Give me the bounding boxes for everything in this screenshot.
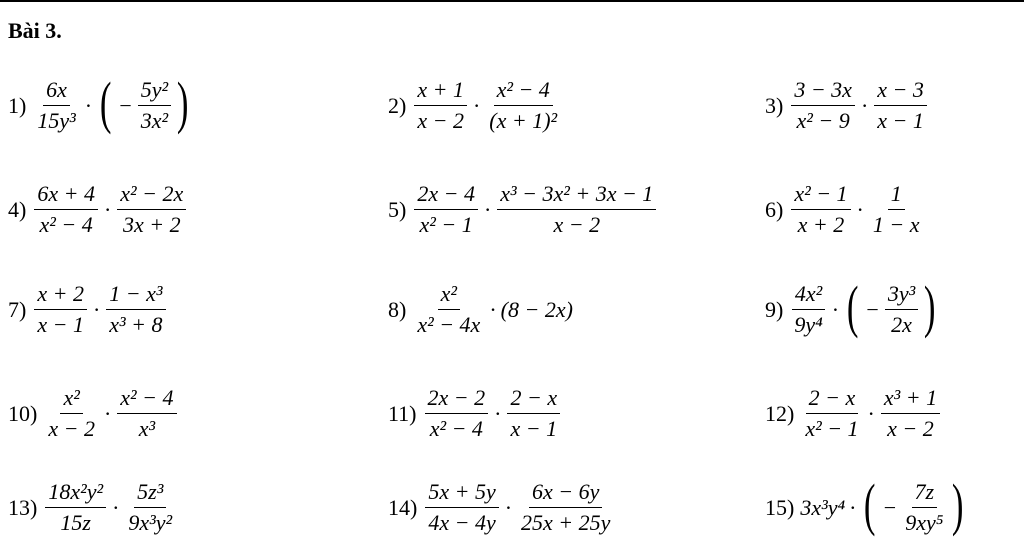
numerator: 5y² xyxy=(138,78,171,106)
left-paren: ( xyxy=(864,471,876,537)
fraction xyxy=(486,78,560,133)
numerator: x² − 4 xyxy=(494,78,553,106)
fraction xyxy=(117,182,186,237)
problem-14 xyxy=(388,480,615,535)
numerator: 3 − 3x xyxy=(791,78,855,106)
right-paren: ) xyxy=(952,471,964,537)
problem-12 xyxy=(765,386,942,441)
denominator: x³ + 8 xyxy=(109,312,163,338)
minus-sign: − xyxy=(883,494,897,520)
dot-operator: · xyxy=(84,92,93,118)
denominator: 3x + 2 xyxy=(122,212,181,238)
fraction xyxy=(902,480,946,535)
fraction xyxy=(125,480,175,535)
problem-1 xyxy=(8,69,192,135)
denominator: x² − 1 xyxy=(805,416,859,442)
denominator: 15y³ xyxy=(37,108,76,134)
denominator: x² − 4 xyxy=(39,212,93,238)
denominator: 2x xyxy=(891,312,912,338)
problem-10 xyxy=(8,386,179,441)
dot-operator: · xyxy=(867,400,875,426)
numerator: 18x²y² xyxy=(45,480,106,508)
fraction xyxy=(791,282,825,337)
denominator: x² − 4x xyxy=(417,312,481,338)
fraction xyxy=(518,480,613,535)
problem-15 xyxy=(765,471,968,537)
fraction xyxy=(425,480,498,535)
fraction xyxy=(885,282,918,337)
problem-11 xyxy=(388,386,562,441)
problem-8 xyxy=(388,282,573,337)
denominator: x − 2 xyxy=(48,416,95,442)
denominator: x − 1 xyxy=(510,416,558,442)
denominator: x − 2 xyxy=(553,212,601,238)
problem-6 xyxy=(765,182,925,237)
right-paren: ) xyxy=(177,69,189,135)
denominator: 9y⁴ xyxy=(794,312,823,338)
numerator: 2 − x xyxy=(806,386,859,414)
dot-operator: · xyxy=(112,494,120,520)
left-paren: ( xyxy=(99,69,112,135)
denominator: x² − 1 xyxy=(419,212,473,238)
problem-7 xyxy=(8,282,168,337)
numerator: 1 xyxy=(888,182,905,210)
denominator: x − 1 xyxy=(877,108,924,134)
denominator: x³ xyxy=(138,416,156,442)
dot-operator: · xyxy=(92,296,101,322)
numerator: 1 − x³ xyxy=(106,282,165,310)
problem-4 xyxy=(8,182,188,237)
minus-sign: − xyxy=(866,296,879,322)
fraction xyxy=(34,182,98,237)
numerator: x³ + 1 xyxy=(881,386,940,414)
denominator: x − 2 xyxy=(887,416,934,442)
numerator: x³ − 3x² + 3x − 1 xyxy=(497,182,656,210)
fraction xyxy=(791,182,850,237)
fraction xyxy=(791,78,855,133)
dot-operator: · xyxy=(849,494,857,520)
fraction xyxy=(802,386,861,441)
problem-number: 10) xyxy=(8,400,38,426)
problem-number: 1) xyxy=(8,92,27,118)
problem-number: 15) xyxy=(765,494,795,520)
numerator: 2 − x xyxy=(507,386,560,414)
problem-number: 13) xyxy=(8,494,38,520)
dot-operator: · xyxy=(831,296,840,322)
problem-number: 9) xyxy=(765,296,784,322)
problem-number: 5) xyxy=(388,196,407,222)
problem-number: 6) xyxy=(765,196,784,222)
minus-sign: − xyxy=(119,92,132,118)
dot-operator: · xyxy=(494,400,502,426)
fraction xyxy=(507,386,560,441)
fraction xyxy=(34,282,87,337)
dot-operator: · xyxy=(489,296,497,322)
dot-operator: · xyxy=(472,92,481,118)
denominator: 4x − 4y xyxy=(428,510,496,536)
problem-number: 12) xyxy=(765,400,795,426)
denominator: 3x² xyxy=(140,108,169,134)
fraction xyxy=(414,78,467,133)
numerator: 6x − 6y xyxy=(529,480,602,508)
left-paren: ( xyxy=(846,273,859,339)
numerator: 2x − 2 xyxy=(425,386,489,414)
numerator: 6x + 4 xyxy=(34,182,98,210)
numerator: 7z xyxy=(912,480,938,508)
fraction xyxy=(138,78,171,133)
fraction xyxy=(106,282,165,337)
denominator: 15z xyxy=(60,510,91,536)
numerator: 4x² xyxy=(792,282,825,310)
denominator: 9x³y² xyxy=(128,510,173,536)
dot-operator: · xyxy=(103,196,112,222)
numerator: 6x xyxy=(43,78,70,106)
problem-number: 14) xyxy=(388,494,418,520)
numerator: x² xyxy=(60,386,82,414)
problem-5 xyxy=(388,182,658,237)
denominator: 9xy⁵ xyxy=(905,510,944,536)
fraction xyxy=(45,480,106,535)
denominator: (x + 1)² xyxy=(489,108,558,134)
denominator: 1 − x xyxy=(872,212,920,238)
numerator: 3y³ xyxy=(885,282,918,310)
numerator: x² − 2x xyxy=(117,182,186,210)
problem-number: 8) xyxy=(388,296,407,322)
numerator: 5x + 5y xyxy=(425,480,498,508)
denominator: 25x + 25y xyxy=(521,510,611,536)
problem-2 xyxy=(388,78,562,133)
fraction xyxy=(414,182,478,237)
numerator: x² − 4 xyxy=(117,386,176,414)
problem-number: 11) xyxy=(388,400,417,426)
denominator: x − 2 xyxy=(417,108,464,134)
numerator: x + 2 xyxy=(34,282,87,310)
problem-number: 4) xyxy=(8,196,27,222)
fraction xyxy=(874,78,927,133)
fraction xyxy=(45,386,98,441)
numerator: x² xyxy=(438,282,460,310)
fraction xyxy=(881,386,940,441)
problem-number: 3) xyxy=(765,92,784,118)
factor: 3x³y⁴ xyxy=(800,494,846,520)
right-paren: ) xyxy=(924,273,936,339)
denominator: x − 1 xyxy=(37,312,84,338)
problem-13 xyxy=(8,480,177,535)
dot-operator: · xyxy=(103,400,112,426)
dot-operator: · xyxy=(504,494,513,520)
numerator: 2x − 4 xyxy=(414,182,478,210)
factor: (8 − 2x) xyxy=(500,296,573,322)
exercise-heading: Bài 3. xyxy=(8,18,62,43)
denominator: x² − 4 xyxy=(429,416,483,442)
dot-operator: · xyxy=(483,196,492,222)
dot-operator: · xyxy=(856,196,864,222)
fraction xyxy=(34,78,78,133)
numerator: 5z³ xyxy=(134,480,166,508)
numerator: x² − 1 xyxy=(791,182,850,210)
dot-operator: · xyxy=(860,92,869,118)
numerator: x − 3 xyxy=(874,78,927,106)
denominator: x + 2 xyxy=(797,212,845,238)
fraction xyxy=(414,282,483,337)
numerator: x + 1 xyxy=(414,78,467,106)
problem-number: 7) xyxy=(8,296,27,322)
top-rule xyxy=(0,0,1024,2)
fraction xyxy=(117,386,176,441)
problem-9 xyxy=(765,273,940,339)
fraction xyxy=(497,182,656,237)
fraction xyxy=(425,386,489,441)
fraction xyxy=(870,182,923,237)
denominator: x² − 9 xyxy=(796,108,850,134)
problem-number: 2) xyxy=(388,92,407,118)
problem-3 xyxy=(765,78,929,133)
